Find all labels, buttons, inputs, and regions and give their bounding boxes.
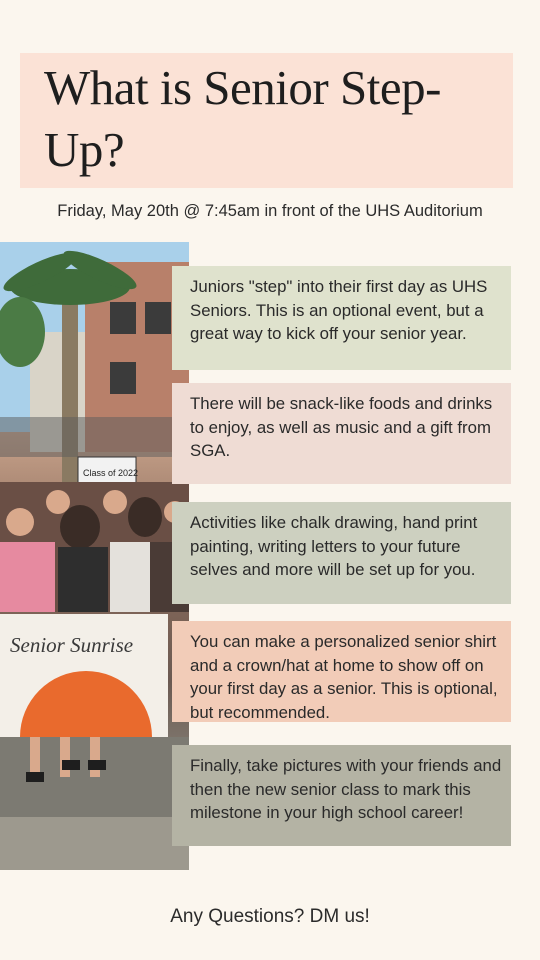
footer-cta: Any Questions? DM us! — [170, 906, 370, 927]
info-card-text: Finally, take pictures with your friends and then the new senior class to mark this milestone in your high school career! — [190, 756, 502, 822]
title-banner — [20, 53, 513, 188]
info-card-5 — [172, 745, 511, 846]
photo-illustration — [0, 242, 189, 870]
event-photo — [0, 242, 189, 870]
info-card-text: Juniors "step" into their first day as UHS Seniors. This is an optional event, but a great way to kick off your senior year. — [190, 277, 488, 343]
info-card-4 — [172, 621, 511, 722]
sign-text: Senior Sunrise — [10, 633, 134, 657]
info-card-text: There will be snack-like foods and drinks to enjoy, as well as music and a gift from SGA. — [190, 394, 493, 460]
info-card-1 — [172, 266, 511, 370]
info-card-2 — [172, 383, 511, 484]
info-card-text: You can make a personalized senior shirt and a crown/hat at home to show off on your first day as a senior. This is optional, but recommended. — [190, 632, 498, 722]
class-sign-text: Class of 2022 — [83, 468, 139, 478]
info-card-text: Activities like chalk drawing, hand print painting, writing letters to your future selves and more will be set up for you. — [190, 513, 478, 579]
page-title: What is Senior Step-Up? — [44, 60, 441, 177]
info-card-3 — [172, 502, 511, 604]
event-details: Friday, May 20th @ 7:45am in front of the UHS Auditorium — [57, 202, 483, 220]
